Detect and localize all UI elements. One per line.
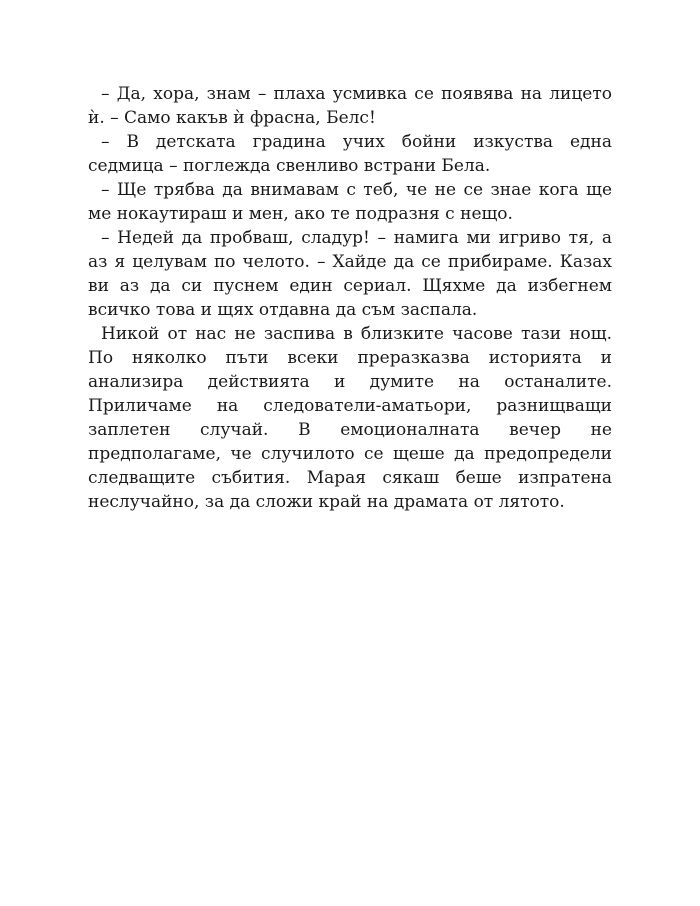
paragraph-3: – Ще трябва да внимавам с теб, че не се знае кога ще ме нокаутираш и мен, ако те подразня с нещо.	[88, 180, 612, 224]
paragraph-1: – Да, хора, знам – плаха усмивка се появява на лицето ѝ. – Само какъв ѝ фрасна, Белс!	[88, 84, 612, 128]
paragraph-4: – Недей да пробваш, сладур! – намига ми игриво тя, а аз я целувам по челото. – Хайде да се прибираме. Казах ви аз да си пуснем един сериал. Щяхме да избегнем всичко това и щях отдавна да съм заспала.	[88, 228, 612, 320]
page-body	[88, 82, 612, 514]
paragraph-5: Никой от нас не заспива в близките часове тази нощ. По няколко пъти всеки преразказва историята и анализира действията и думите на останалите. Приличаме на следователи-аматьори, разнищващи заплетен случай. В емоционалната вечер не предполагаме, че случилото се щеше да предопредели следващите събития. Марая сякаш беше изпратена неслучайно, за да сложи край на драмата от лятото.	[88, 324, 612, 512]
paragraph-2: – В детската градина учих бойни изкуства една седмица – поглежда свенливо встрани Бела.	[88, 132, 612, 176]
